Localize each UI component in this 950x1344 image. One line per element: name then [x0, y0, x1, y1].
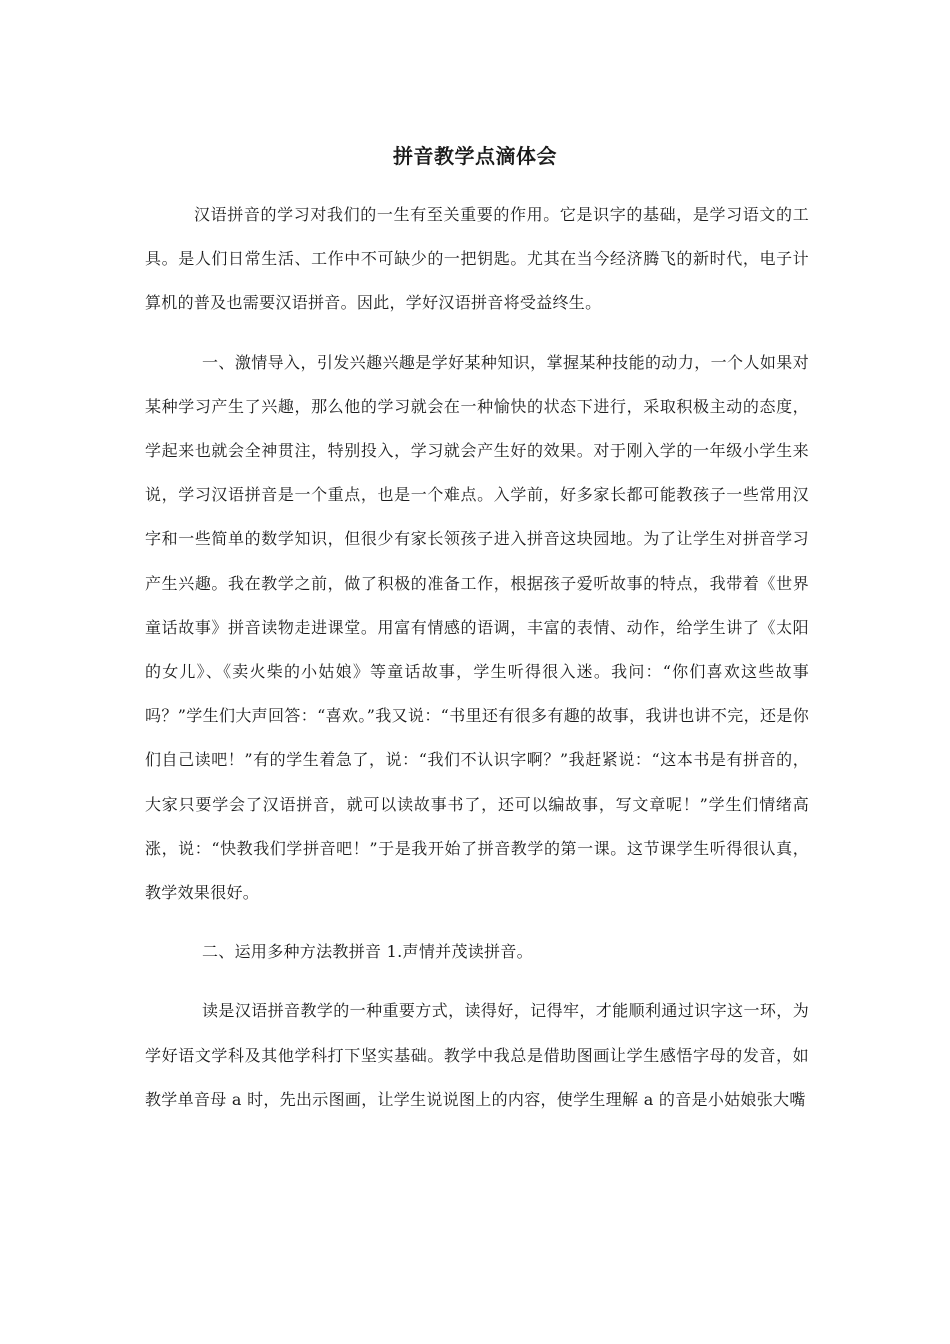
paragraph-section-one: 一、激情导入，引发兴趣兴趣是学好某种知识，掌握某种技能的动力，一个人如果对某种学习产生了兴趣，那么他的学习就会在一种愉快的状态下进行，采取积极主动的态度，学起来也就会全神贯注，特别投入，学习就会产生好的效果。对于刚入学的一年级小学生来说，学习汉语拼音是一个重点，也是一个难点。入学前，好多家长都可能教孩子一些常用汉字和一些简单的数学知识，但很少有家长领孩子进入拼音这块园地。为了让学生对拼音学习产生兴趣。我在教学之前，做了积极的准备工作，根据孩子爱听故事的特点，我带着《世界童话故事》拼音读物走进课堂。用富有情感的语调，丰富的表情、动作，给学生讲了《太阳的女儿》、《卖火柴的小姑娘》等童话故事，学生听得很入迷。我问：“你们喜欢这些故事吗？”学生们大声回答：“喜欢。”我又说：“书里还有很多有趣的故事，我讲也讲不完，还是你们自己读吧！”有的学生着急了，说：“我们不认识字啊？”我赶紧说：“这本书是有拼音的，大家只要学会了汉语拼音，就可以读故事书了，还可以编故事，写文章呢！”学生们情绪高涨，说：“快教我们学拼音吧！”于是我开始了拼音教学的第一课。这节课学生听得很认真，教学效果很好。	[145, 352, 809, 903]
paragraph-reading-method: 读是汉语拼音教学的一种重要方式，读得好，记得牢，才能顺利通过识字这一环，为学好语文学科及其他学科打下坚实基础。教学中我总是借助图画让学生感悟字母的发音，如教学单音母 a 时，先出示图画，让学生说说图上的内容，使学生理解 a 的音是小姑娘张大嘴	[145, 1001, 809, 1109]
document-body	[145, 193, 809, 1122]
document-title: 拼音教学点滴体会	[393, 144, 557, 168]
paragraph-intro: 汉语拼音的学习对我们的一生有至关重要的作用。它是识字的基础，是学习语文的工具。是人们日常生活、工作中不可缺少的一把钥匙。尤其在当今经济腾飞的新时代，电子计算机的普及也需要汉语拼音。因此，学好汉语拼音将受益终生。	[145, 205, 809, 313]
paragraph-section-two-heading: 二、运用多种方法教拼音 1.声情并茂读拼音。	[202, 942, 533, 962]
